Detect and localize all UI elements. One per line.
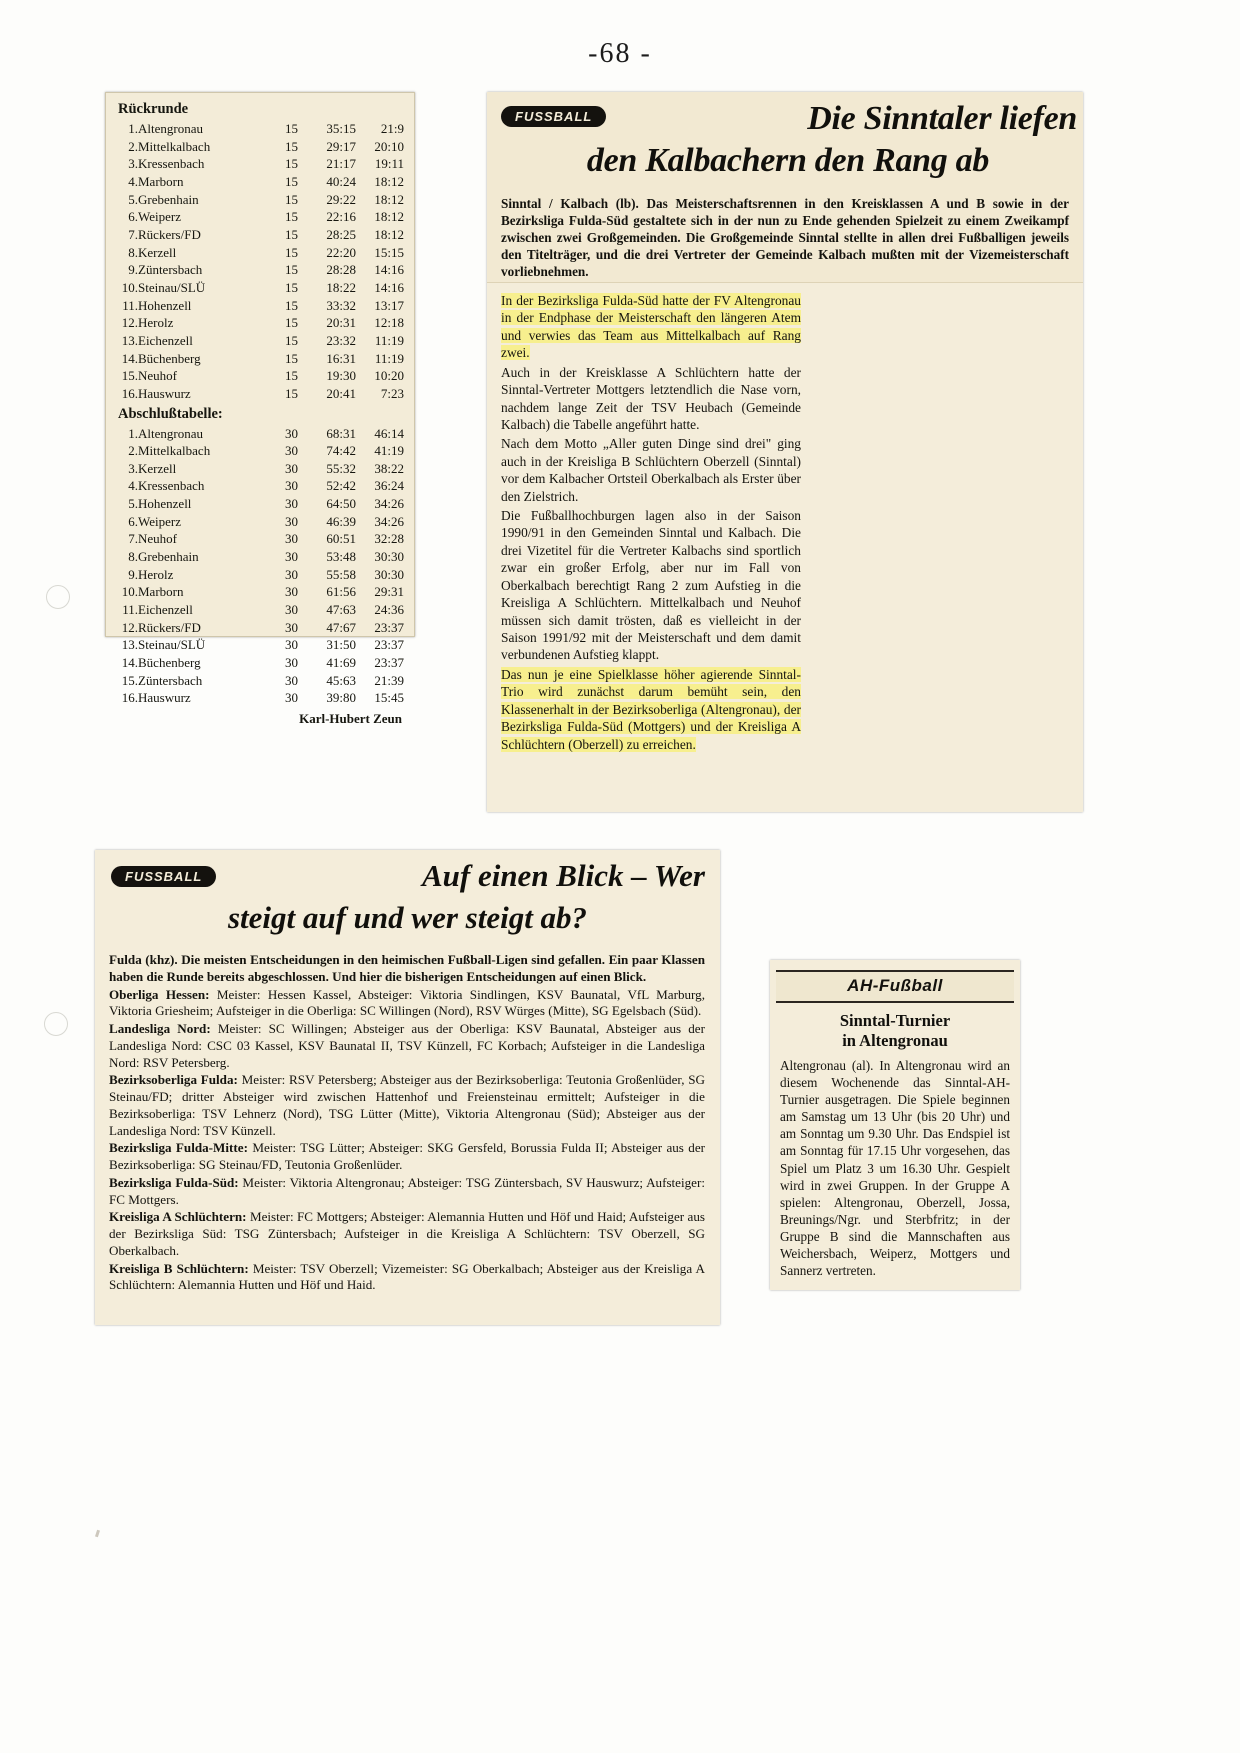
row-games: 15	[285, 385, 298, 401]
table-row	[116, 460, 404, 478]
row-points: 13:17	[374, 297, 404, 313]
row-points: 23:37	[374, 619, 404, 635]
row-rank: 15.	[121, 672, 138, 688]
row-goals: 19:30	[326, 368, 356, 384]
row-points: 24:36	[374, 602, 404, 618]
row-rank: 11.	[122, 602, 138, 618]
row-team: Mittelkalbach	[138, 443, 211, 459]
row-goals: 45:63	[326, 672, 356, 688]
row-goals: 33:32	[326, 297, 356, 313]
blick-entry	[109, 1140, 705, 1174]
row-games: 15	[285, 315, 298, 331]
table-row	[116, 601, 404, 619]
ah-body-text: Altengronau (al). In Altengronau wird an diesem Wochenende das Sinntal-AH-Turnier ausgetragen. Die Spiele beginnen am Samstag um 13 Uhr (bis 20 Uhr) und am Sonntag um 9.30 Uhr. Das Endspiel ist am Sonntag für 17.15 Uhr vorgesehen, das Spiel um Platz 3 um 16.30 Uhr. Gespielt wird in zwei Gruppen. In der Gruppe A spielen: Altengronau, Oberzell, Jossa, Breunings/Ngr. und Sterbfritz; in der Gruppe B sind die Mannschaften aus Weichersbach, Weiperz, Mottgers und Sannerz vertreten.	[780, 1057, 1010, 1279]
row-rank: 5.	[128, 496, 138, 512]
row-team: Büchenberg	[138, 350, 201, 366]
blick-headline-line2: steigt auf und wer steigt ab?	[227, 900, 588, 935]
row-team: Steinau/SLÜ	[138, 279, 206, 295]
row-points: 30:30	[374, 549, 404, 565]
table-row	[116, 513, 404, 531]
blick-entry-league: Bezirksoberliga Fulda:	[109, 1072, 238, 1088]
row-points: 18:12	[374, 173, 404, 189]
blick-entry	[109, 1209, 705, 1259]
row-goals: 52:42	[326, 478, 356, 494]
row-games: 15	[285, 173, 298, 189]
row-points: 41:19	[374, 443, 404, 459]
row-games: 30	[285, 425, 298, 441]
ah-title-line1: Sinntal-Turnier	[839, 1011, 951, 1030]
row-games: 30	[285, 478, 298, 494]
row-goals: 60:51	[326, 531, 356, 547]
table-row	[116, 442, 404, 460]
row-games: 30	[285, 513, 298, 529]
row-games: 30	[285, 672, 298, 688]
table-row	[116, 261, 404, 279]
row-points: 20:10	[374, 138, 404, 154]
row-team: Neuhof	[138, 531, 177, 547]
row-goals: 29:17	[326, 138, 356, 154]
row-team: Büchenberg	[138, 655, 201, 671]
row-goals: 40:24	[326, 173, 356, 189]
row-goals: 47:67	[326, 619, 356, 635]
row-rank: 15.	[121, 368, 138, 384]
row-team: Herolz	[138, 566, 174, 582]
row-points: 23:37	[374, 655, 404, 671]
row-points: 14:16	[374, 262, 404, 278]
table-row	[116, 297, 404, 315]
paper-speck	[95, 1530, 100, 1538]
row-rank: 16.	[121, 690, 138, 706]
row-team: Kerzell	[138, 460, 177, 476]
row-goals: 22:16	[326, 209, 356, 225]
row-points: 11:19	[374, 332, 404, 348]
row-goals: 18:22	[326, 279, 356, 295]
row-points: 15:15	[374, 244, 404, 260]
row-rank: 4.	[128, 478, 138, 494]
row-rank: 2.	[128, 443, 138, 459]
row-rank: 16.	[121, 385, 138, 401]
row-rank: 1.	[128, 121, 138, 136]
table-row	[116, 566, 404, 584]
row-points: 15:45	[374, 690, 404, 706]
row-goals: 28:25	[326, 226, 356, 242]
row-games: 30	[285, 584, 298, 600]
table-row	[116, 350, 404, 368]
row-points: 32:28	[374, 531, 404, 547]
row-team: Rückers/FD	[138, 619, 201, 635]
blick-entry-league: Kreisliga B Schlüchtern:	[109, 1260, 249, 1276]
row-goals: 23:32	[326, 332, 356, 348]
row-games: 30	[285, 602, 298, 618]
row-goals: 31:50	[326, 637, 356, 653]
row-team: Neuhof	[138, 368, 177, 384]
row-team: Weiperz	[138, 209, 181, 225]
table-row	[116, 548, 404, 566]
row-points: 21:39	[374, 672, 404, 688]
row-team: Weiperz	[138, 513, 181, 529]
article-paragraph-2: Auch in der Kreisklasse A Schlüchtern hatte der Sinntal-Vertreter Mottgers letztendlich die Nase vorn, nachdem lange Zeit der TSV Heubach (Gemeinde Kalbach) die Tabelle angeführt hatte.	[501, 364, 801, 432]
table-row	[116, 654, 404, 672]
row-points: 18:12	[374, 226, 404, 242]
table-row	[116, 619, 404, 637]
row-goals: 55:32	[326, 460, 356, 476]
blick-entry-league: Bezirksliga Fulda-Süd:	[109, 1174, 239, 1190]
row-rank: 9.	[128, 262, 138, 278]
row-rank: 12.	[121, 619, 138, 635]
article-paragraph-1: In der Bezirksliga Fulda-Süd hatte der FV Altengronau in der Endphase der Meisterschaft den längeren Atem und verwies das Team aus Mittelkalbach auf Rang zwei.	[501, 293, 801, 361]
blick-clipping	[95, 850, 720, 1325]
blick-entry-league: Oberliga Hessen:	[109, 986, 210, 1002]
row-team: Grebenhain	[138, 191, 199, 207]
row-games: 30	[285, 549, 298, 565]
table-row	[116, 583, 404, 601]
blick-entry	[109, 1261, 705, 1295]
article-headline-line1: Die Sinntaler liefen	[807, 100, 1077, 137]
standings-title-abschluss: Abschlußtabelle:	[118, 405, 223, 422]
row-rank: 14.	[121, 655, 138, 671]
row-rank: 1.	[128, 425, 138, 441]
punch-hole-bottom	[44, 1012, 68, 1036]
row-rank: 9.	[128, 566, 138, 582]
blick-entry-text: Meister: TSV Oberzell; Vizemeister: SG Oberkalbach; Absteiger aus der Kreisliga A Schlüchtern: Alemannia Hutten und Höf und Haid.	[109, 1260, 705, 1293]
row-goals: 74:42	[326, 443, 356, 459]
row-goals: 39:80	[326, 690, 356, 706]
row-team: Eichenzell	[138, 602, 193, 618]
row-goals: 47:63	[326, 602, 356, 618]
row-rank: 13.	[121, 332, 138, 348]
blick-entry-text: Meister: Hessen Kassel, Absteiger: Viktoria Sindlingen, KSV Baunatal, VfL Marburg, Viktoria Griesheim; Aufsteiger in die Oberliga: SC Willingen (Nord), RSV Würges (Mitte), SG Egelsbach (Süd).	[109, 986, 706, 1019]
row-rank: 14.	[121, 350, 138, 366]
row-points: 30:30	[374, 566, 404, 582]
row-games: 15	[285, 156, 298, 172]
article-header	[487, 92, 1083, 283]
row-team: Kerzell	[138, 244, 177, 260]
row-games: 30	[285, 637, 298, 653]
row-goals: 16:31	[326, 350, 356, 366]
row-points: 11:19	[374, 350, 404, 366]
row-games: 15	[285, 332, 298, 348]
table-row	[116, 477, 404, 495]
blick-entry-league: Landesliga Nord:	[109, 1021, 211, 1036]
row-points: 36:24	[374, 478, 404, 494]
blick-entry-text: Meister: RSV Petersberg; Absteiger aus der Bezirksoberliga: Teutonia Großenlüder, SG Steinau/FD; dritter Absteiger wird zwischen Hattenhof und Freiensteinau ermittelt; Aufsteiger in die Bezirksoberliga: TSV Lehnerz (Nord), TSG Lütter (Mitte), Viktoria Altengronau (Süd); Absteiger aus der Landesliga Nord: TSV Künzell.	[109, 1072, 705, 1138]
row-team: Marborn	[138, 584, 184, 600]
row-games: 15	[285, 244, 298, 260]
table-row	[116, 689, 404, 707]
table-row	[116, 226, 404, 244]
row-goals: 55:58	[326, 566, 356, 582]
page-number: -68 -	[588, 38, 652, 69]
table-row	[116, 636, 404, 654]
row-games: 15	[285, 191, 298, 207]
row-rank: 8.	[128, 244, 138, 260]
ah-band-title: AH-Fußball	[847, 976, 943, 995]
table-row	[116, 314, 404, 332]
row-team: Mittelkalbach	[138, 138, 211, 154]
table-row	[116, 672, 404, 690]
row-games: 15	[285, 138, 298, 154]
table-row	[116, 191, 404, 209]
row-rank: 6.	[128, 513, 138, 529]
table-row	[116, 244, 404, 262]
row-team: Eichenzell	[138, 332, 193, 348]
row-rank: 12.	[121, 315, 138, 331]
row-points: 18:12	[374, 191, 404, 207]
row-points: 29:31	[374, 584, 404, 600]
row-games: 30	[285, 690, 298, 706]
row-games: 30	[285, 460, 298, 476]
ah-title-line2: in Altengronau	[842, 1030, 948, 1050]
row-points: 12:18	[374, 315, 404, 331]
table-row	[116, 367, 404, 385]
row-rank: 10.	[121, 584, 138, 600]
punch-hole-top	[46, 585, 70, 609]
row-team: Züntersbach	[138, 262, 203, 278]
row-rank: 13.	[121, 637, 138, 653]
row-games: 15	[285, 209, 298, 225]
row-games: 15	[285, 226, 298, 242]
row-games: 30	[285, 619, 298, 635]
row-goals: 41:69	[326, 655, 356, 671]
row-rank: 11.	[122, 297, 138, 313]
row-goals: 68:31	[326, 425, 356, 441]
row-games: 30	[285, 655, 298, 671]
row-rank: 7.	[128, 531, 138, 547]
table-row	[116, 495, 404, 513]
row-points: 34:26	[374, 496, 404, 512]
row-team: Herolz	[138, 315, 174, 331]
row-team: Züntersbach	[138, 672, 203, 688]
row-games: 15	[285, 297, 298, 313]
row-points: 34:26	[374, 513, 404, 529]
row-points: 19:11	[374, 156, 404, 172]
row-points: 38:22	[374, 460, 404, 476]
row-rank: 10.	[121, 279, 138, 295]
blick-entry-league: Kreisliga A Schlüchtern:	[109, 1209, 247, 1225]
blick-headline-line1: Auf einen Blick – Wer	[421, 858, 705, 893]
row-goals: 61:56	[326, 584, 356, 600]
row-team: Kressenbach	[138, 478, 205, 494]
blick-entry-league: Bezirksliga Fulda-Mitte:	[109, 1140, 248, 1156]
blick-entry-text: Meister: FC Mottgers; Absteiger: Alemannia Hutten und Höf und Haid; Aufsteiger aus der Bezirksliga Süd: TSG Züntersbach; Aufsteiger in die Kreisliga A Schlüchtern: TSV Oberzell, SG Oberkalbach.	[109, 1209, 705, 1258]
table-row	[116, 385, 404, 403]
standings-clipping	[105, 92, 415, 726]
table-row	[116, 208, 404, 226]
row-points: 23:37	[374, 637, 404, 653]
table-row	[116, 530, 404, 548]
row-team: Rückers/FD	[138, 226, 201, 242]
table-row	[116, 173, 404, 191]
row-games: 15	[285, 368, 298, 384]
article-paragraph-4: Die Fußballhochburgen lagen also in der Saison 1990/91 in den Gemeinden Sinntal und Kalbach. Die drei Vizetitel für die Vertreter Kalbachs sind sportlich zwar ein großer Erfolg, aber nur im Fall von Oberkalbach berechtigt Rang 2 zum Aufstieg in die Kreisliga A Schlüchtern. Mittelkalbach und Neuhof müssen sich damit trösten, daß es vielleicht in der Saison 1991/92 mit der Meisterschaft und dem damit verbundenen Aufstieg klappt.	[501, 508, 801, 663]
row-games: 15	[285, 279, 298, 295]
row-goals: 64:50	[326, 496, 356, 512]
row-goals: 46:39	[326, 513, 356, 529]
row-points: 18:12	[374, 209, 404, 225]
row-goals: 53:48	[326, 549, 356, 565]
ah-band	[776, 970, 1014, 1003]
row-goals: 22:20	[326, 244, 356, 260]
row-goals: 20:41	[326, 385, 356, 401]
row-goals: 29:22	[326, 191, 356, 207]
table-row	[116, 155, 404, 173]
row-goals: 35:15	[326, 121, 356, 136]
article-paragraph-3: Nach dem Motto „Aller guten Dinge sind drei" ging auch in der Kreisliga B Schlüchtern Oberzell (Sinntal) vor dem Kalbacher Ortsteil Oberkalbach als Erster über den Zielstrich.	[501, 436, 801, 504]
table-row	[116, 120, 404, 138]
fussball-badge: FUSSBALL	[501, 106, 606, 127]
standings-byline: Karl-Hubert Zeun	[299, 711, 402, 726]
blick-lead: Fulda (khz). Die meisten Entscheidungen in den heimischen Fußball-Ligen sind gefallen. Ein paar Klassen haben die Runde bereits abgeschlossen. Und hier die bisherigen Entscheidungen auf einen Blick.	[109, 952, 705, 984]
row-rank: 5.	[128, 191, 138, 207]
row-rank: 6.	[128, 209, 138, 225]
row-team: Hauswurz	[138, 690, 191, 706]
row-games: 15	[285, 121, 298, 136]
row-team: Altengronau	[138, 425, 203, 441]
blick-entry	[109, 1175, 705, 1209]
standings-title-rueckrunde: Rückrunde	[118, 101, 189, 117]
row-games: 30	[285, 443, 298, 459]
row-team: Hohenzell	[138, 297, 192, 313]
row-points: 10:20	[374, 368, 404, 384]
main-article-clipping	[487, 92, 1083, 812]
row-rank: 4.	[128, 173, 138, 189]
row-goals: 21:17	[326, 156, 356, 172]
article-paragraph-5: Das nun je eine Spielklasse höher agierende Sinntal-Trio wird zunächst darum bemüht sein, den Klassenerhalt in der Bezirksoberliga (Altengronau), der Bezirksliga Fulda-Süd (Mottgers) und der Kreisliga A Schlüchtern (Oberzell) zu erreichen.	[501, 666, 801, 752]
row-team: Grebenhain	[138, 549, 199, 565]
table-row	[116, 138, 404, 156]
row-team: Hauswurz	[138, 385, 191, 401]
row-games: 15	[285, 262, 298, 278]
blick-entry	[109, 987, 705, 1021]
row-rank: 3.	[128, 156, 138, 172]
blick-entry	[109, 1072, 705, 1139]
blick-entry-text: Meister: Viktoria Altengronau; Absteiger: TSG Züntersbach, SV Hauswurz; Aufsteiger: FC Mottgers.	[109, 1174, 705, 1207]
rueckrunde-table	[116, 120, 404, 403]
row-games: 15	[285, 350, 298, 366]
article-headline-line2: den Kalbachern den Rang ab	[586, 142, 990, 179]
row-goals: 28:28	[326, 262, 356, 278]
blick-entry-text: Meister: SC Willingen; Absteiger aus der Oberliga: KSV Baunatal, Absteiger aus der Landesliga Nord: CSC 03 Kassel, KSV Baunatal II, TSV Künzell, FC Korbach; Aufsteiger in die Landesliga Nord: RSV Petersberg.	[109, 1021, 705, 1070]
row-rank: 2.	[128, 138, 138, 154]
abschlusstabelle-table	[116, 425, 404, 708]
row-rank: 7.	[128, 226, 138, 242]
row-rank: 8.	[128, 549, 138, 565]
table-row	[116, 279, 404, 297]
blick-fussball-badge: FUSSBALL	[111, 866, 216, 887]
row-points: 14:16	[374, 279, 404, 295]
ah-fussball-clipping	[770, 960, 1020, 1290]
row-games: 30	[285, 496, 298, 512]
row-team: Marborn	[138, 173, 184, 189]
article-lead: Sinntal / Kalbach (lb). Das Meisterschaftsrennen in den Kreisklassen A und B sowie in der Bezirksliga Fulda-Süd gestaltete sich in der nun zu Ende gehenden Spielzeit zu einem Zweikampf zwischen zwei Großgemeinden. Die Großgemeinde Sinntal stellte in allen drei Fußballigen jeweils den Titelträger, und die drei Vertreter der Gemeinde Kalbach mußten mit der Vizemeisterschaft vorliebnehmen.	[501, 196, 1069, 279]
row-goals: 20:31	[326, 315, 356, 331]
row-rank: 3.	[128, 460, 138, 476]
row-games: 30	[285, 531, 298, 547]
table-row	[116, 425, 404, 443]
row-team: Hohenzell	[138, 496, 192, 512]
row-team: Kressenbach	[138, 156, 205, 172]
row-points: 46:14	[374, 425, 404, 441]
row-team: Steinau/SLÜ	[138, 637, 206, 653]
row-points: 7:23	[380, 385, 404, 401]
row-team: Altengronau	[138, 121, 203, 136]
row-points: 21:9	[380, 121, 404, 136]
table-row	[116, 332, 404, 350]
blick-entry	[109, 1021, 705, 1071]
row-games: 30	[285, 566, 298, 582]
blick-entry-text: Meister: TSG Lütter; Absteiger: SKG Gersfeld, Borussia Fulda II; Absteiger aus der Bezirksoberliga: SG Steinau/FD, Teutonia Großenlüder.	[109, 1140, 706, 1172]
